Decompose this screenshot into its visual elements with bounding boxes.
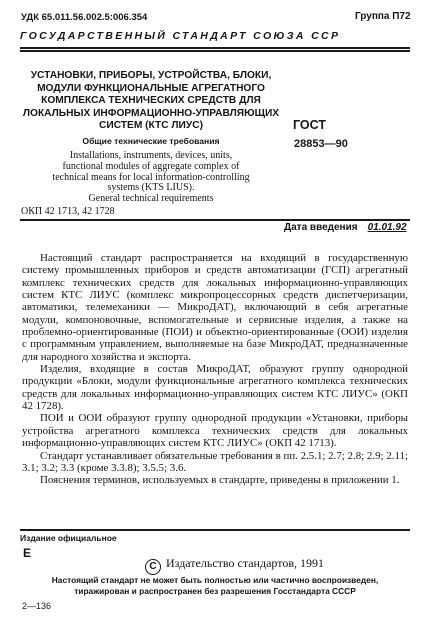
title-russian	[20, 70, 282, 133]
title-line: КОМПЛЕКСА ТЕХНИЧЕСКИХ СРЕДСТВ ДЛЯ	[41, 95, 261, 107]
udk-code: УДК 65.011.56.002.5:006.354	[21, 12, 148, 23]
official-edition-label: Издание официальное	[20, 533, 117, 543]
body-text	[22, 252, 408, 487]
printer-signature: 2—136	[22, 601, 52, 611]
edition-letter: Е	[23, 546, 32, 560]
body-paragraph: Пояснения терминов, используемых в стандарте, приведены в приложении 1.	[40, 474, 400, 487]
okp-code: ОКП 42 1713, 42 1728	[21, 206, 115, 217]
title-line: СИСТЕМ (КТС ЛИУС)	[99, 120, 203, 132]
header-rule-bottom	[20, 50, 410, 52]
title-block-rule	[20, 219, 410, 221]
title-line: ЛОКАЛЬНЫХ ИНФОРМАЦИОННО-УПРАВЛЯЮЩИХ	[22, 107, 280, 119]
title-en-line: systems (KTS LIUS).	[107, 182, 195, 194]
body-paragraph: Настоящий стандарт распространяется на входящий в государственную систему промышленных приборов и средств автоматизации (ГСП) агрегатный комплекс технических средств для локальных информационно-управляющих систем КТС ЛИУС (комплекс микропроцессорных средств диспетчеризации, автоматики, телемеханики — МикроДАТ), включающий в себя агрегатные модули, компоновочные, вспомогательные и сервисные изделия, а также на проблемно-ориентированные (ПОИ) и объектно-ориентированные (ООИ) изделия с программным управлением, выполняемые на базе МикроДАТ, предназначенные для народного хозяйства и экспорта.	[22, 252, 408, 363]
notice-line: тиражирован и распространен без разрешения Госстандарта СССР	[74, 586, 356, 596]
standard-heading: ГОСУДАРСТВЕННЫЙ СТАНДАРТ СОЮЗА ССР	[20, 30, 341, 42]
title-line: УСТАНОВКИ, ПРИБОРЫ, УСТРОЙСТВА, БЛОКИ,	[30, 70, 272, 81]
group-code: Группа П72	[355, 11, 411, 22]
gost-number: 28853—90	[294, 138, 348, 150]
title-en-line: technical means for local information-controlling	[52, 171, 250, 183]
reproduction-notice	[20, 575, 410, 597]
title-en-line: General technical requirements	[88, 193, 214, 205]
date-value: 01.01.92	[367, 222, 407, 233]
gost-label: ГОСТ	[293, 118, 326, 132]
date-label: Дата введения	[284, 222, 358, 233]
copyright-icon: C	[145, 559, 161, 575]
title-line: МОДУЛИ ФУНКЦИОНАЛЬНЫЕ АГРЕГАТНОГО	[37, 82, 265, 94]
copyright-text: Издательство стандартов, 1991	[166, 556, 324, 570]
footer-rule	[20, 529, 410, 531]
subtitle-russian: Общие технические требования	[82, 136, 220, 146]
body-paragraph: ПОИ и ООИ образуют группу однородной продукции «Установки, приборы устройства агрегатного комплекса технических средств для локальных информационно-управляющих систем КТС ЛИУС» (ОКП 42 1713).	[22, 412, 408, 450]
header-rule-top	[20, 47, 410, 49]
copyright	[145, 556, 324, 575]
title-english	[20, 151, 282, 205]
title-en-line: Installations, instruments, devices, units,	[69, 150, 233, 161]
notice-line: Настоящий стандарт не может быть полностью или частично воспроизведен,	[51, 575, 379, 585]
introduction-date	[284, 222, 407, 233]
body-paragraph: Изделия, входящие в состав МикроДАТ, образуют группу однородной продукции «Блоки, модули функциональные агрегатного комплекса технических средств для локальных информационно-управляющих систем КТС ЛИУС» (ОКП 42 1728).	[22, 363, 408, 413]
body-paragraph: Стандарт устанавливает обязательные требования в пп. 2.5.1; 2.7; 2.8; 2.9; 2.11; 3.1; 3.2; 3.3 (кроме 3.3.8); 3.5.5; 3.6.	[22, 449, 408, 474]
title-en-line: functional modules of aggregate complex of	[62, 160, 240, 172]
